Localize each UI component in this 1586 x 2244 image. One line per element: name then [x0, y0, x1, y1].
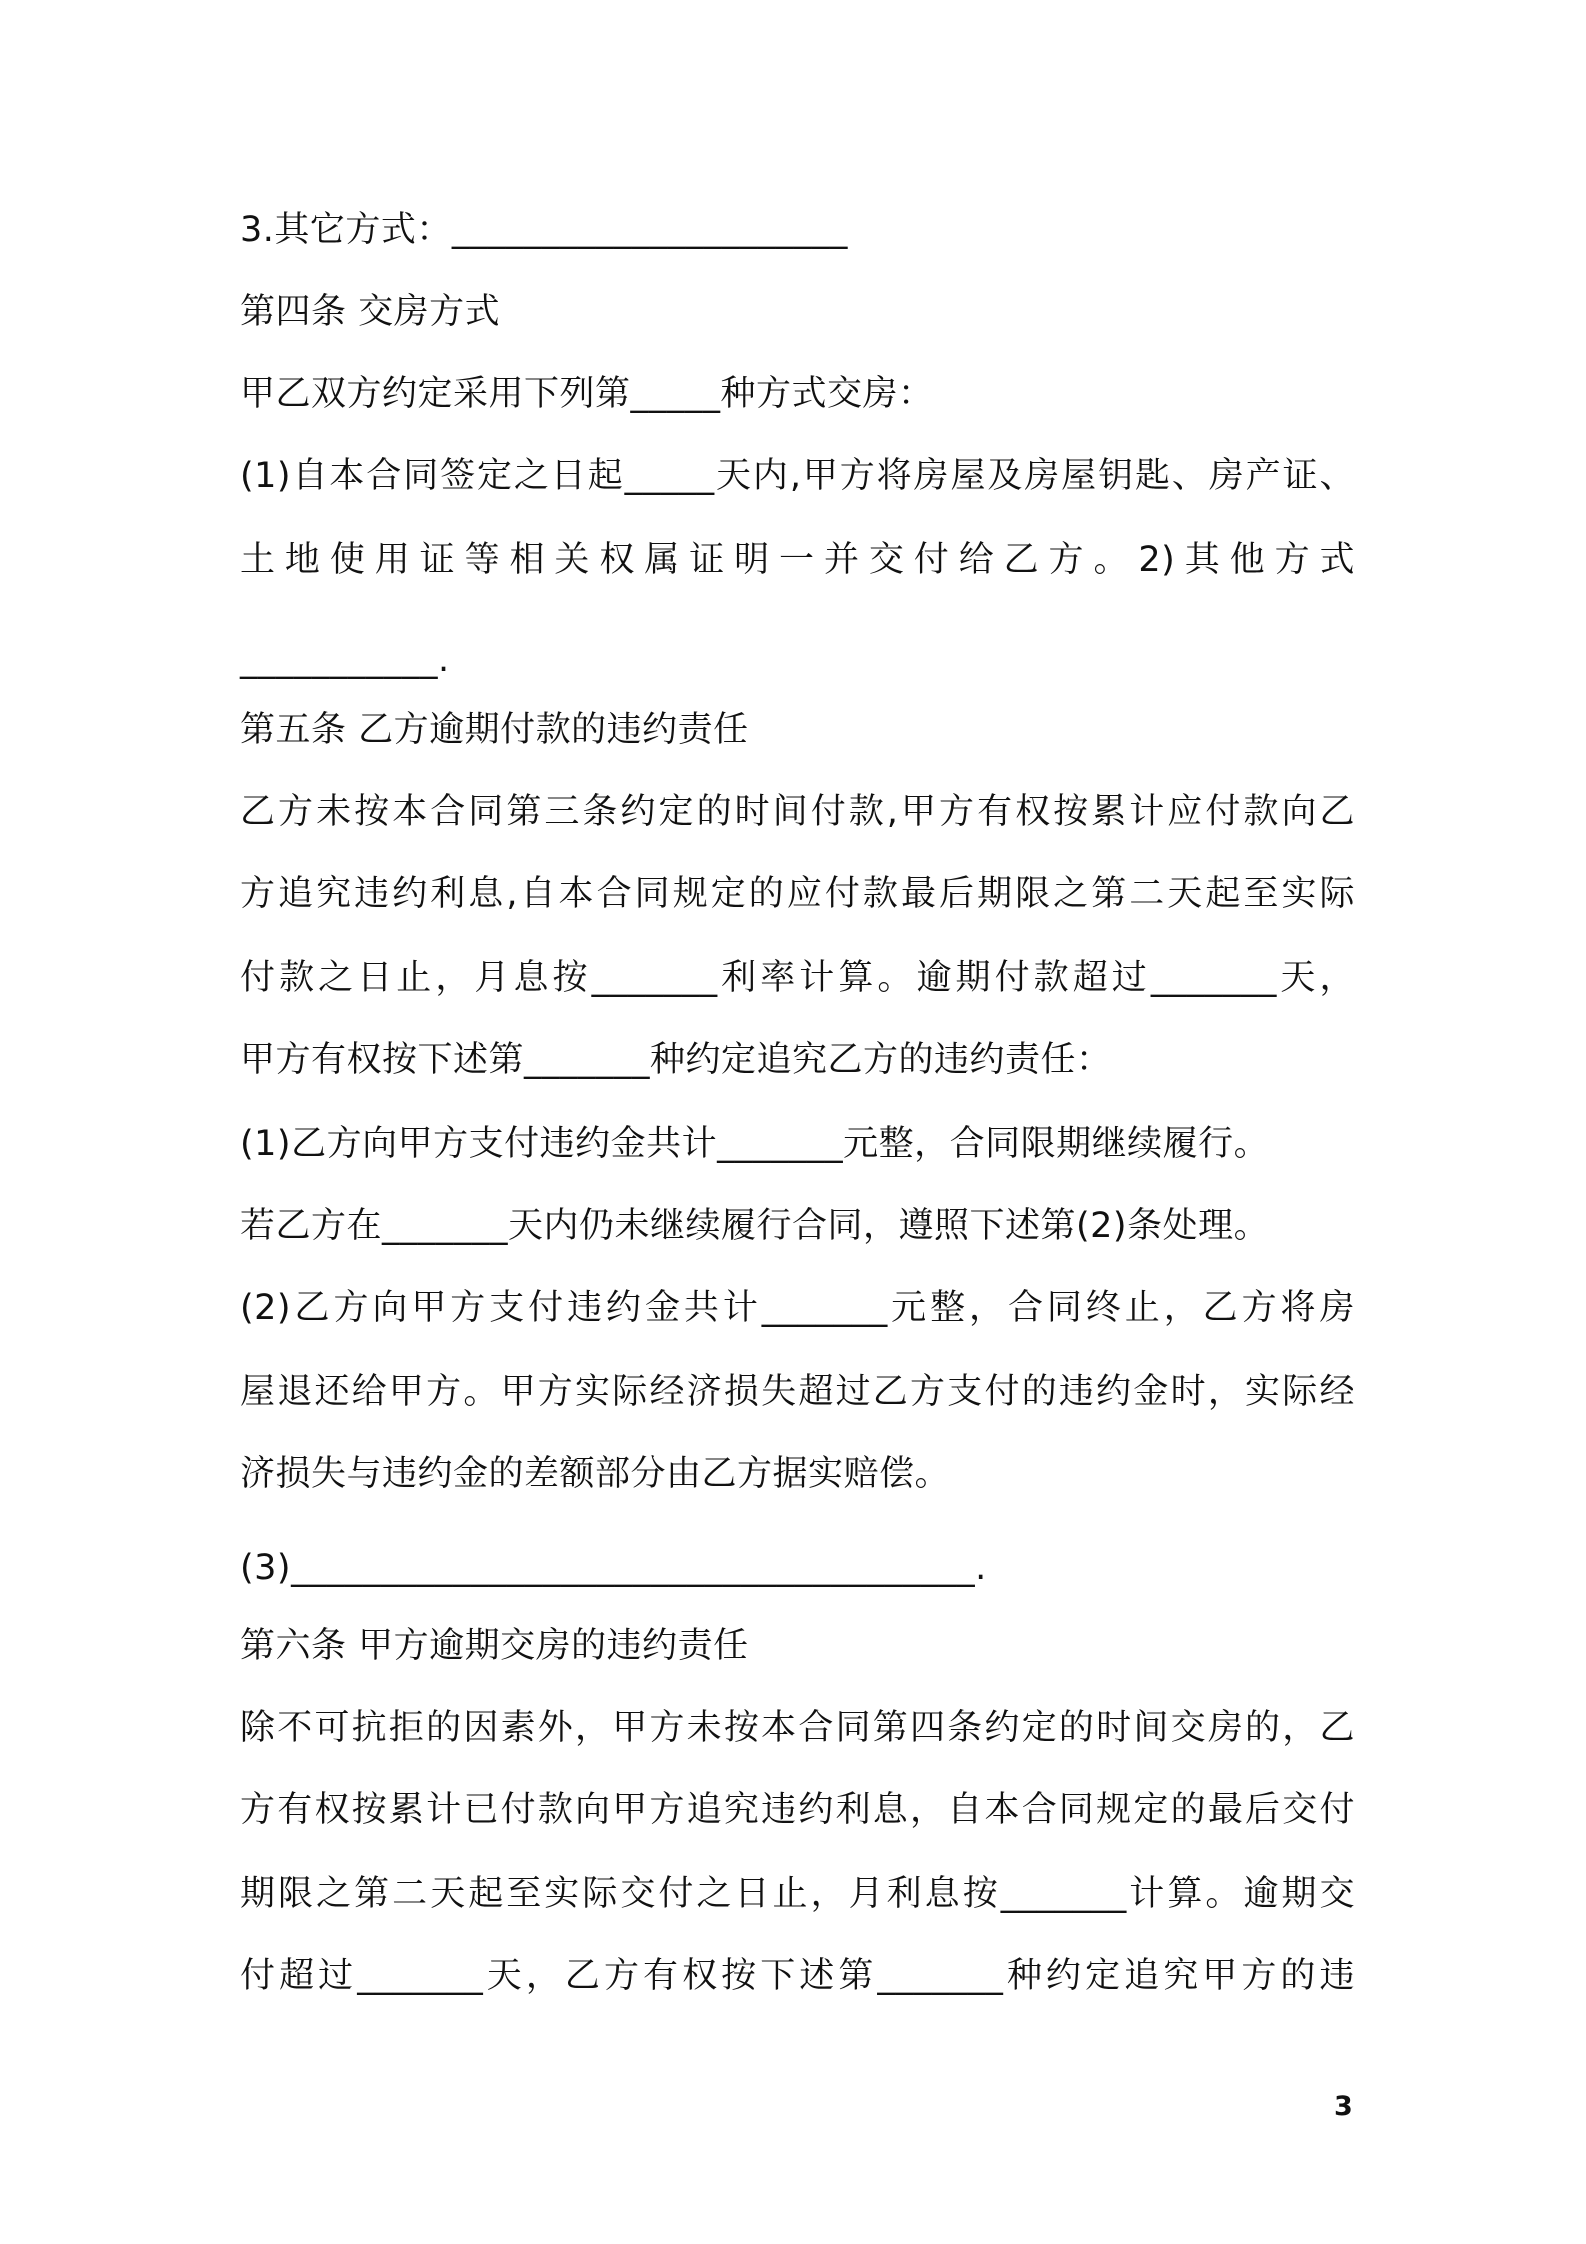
heading-article-5: 第五条 乙方逾期付款的违约责任	[240, 710, 749, 750]
text-line: 甲方有权按下述第_______种约定追究乙方的违约责任：	[240, 1040, 1112, 1080]
text-line: 付超过_______天，乙方有权按下述第_______种约定追究甲方的违	[240, 1956, 1355, 1996]
text-line: (2)乙方向甲方支付违约金共计_______元整，合同终止，乙方将房	[240, 1288, 1355, 1328]
heading-article-4: 第四条 交房方式	[240, 292, 501, 332]
text-line: (1)自本合同签定之日起_____天内,甲方将房屋及房屋钥匙、房产证、	[240, 456, 1355, 496]
text-line: 若乙方在_______天内仍未继续履行合同，遵照下述第(2)条处理。	[240, 1206, 1270, 1246]
text-line: (3)______________________________________.	[240, 1548, 987, 1588]
text-line: 乙方未按本合同第三条约定的时间付款,甲方有权按累计应付款向乙	[240, 792, 1355, 832]
text-line: 除不可抗拒的因素外，甲方未按本合同第四条约定的时间交房的，乙	[240, 1708, 1355, 1748]
text-line: 付款之日止，月息按_______利率计算。逾期付款超过_______天，	[240, 958, 1355, 998]
page-number: 3	[1334, 2091, 1353, 2122]
text-line: 甲乙双方约定采用下列第_____种方式交房：	[240, 374, 934, 414]
text-line-other-method: 3.其它方式：______________________	[240, 210, 848, 250]
text-line: 济损失与违约金的差额部分由乙方据实赔偿。	[240, 1454, 951, 1494]
text-line: 屋退还给甲方。甲方实际经济损失超过乙方支付的违约金时，实际经	[240, 1372, 1355, 1412]
heading-article-6: 第六条 甲方逾期交房的违约责任	[240, 1626, 749, 1666]
text-line: (1)乙方向甲方支付违约金共计_______元整，合同限期继续履行。	[240, 1124, 1270, 1164]
text-line: ___________.	[240, 640, 450, 680]
text-line: 方有权按累计已付款向甲方追究违约利息，自本合同规定的最后交付	[240, 1790, 1355, 1830]
text-line: 期限之第二天起至实际交付之日止，月利息按_______计算。逾期交	[240, 1874, 1355, 1914]
text-line: 土地使用证等相关权属证明一并交付给乙方。2)其他方式	[240, 540, 1355, 580]
text-line: 方追究违约利息,自本合同规定的应付款最后期限之第二天起至实际	[240, 874, 1355, 914]
